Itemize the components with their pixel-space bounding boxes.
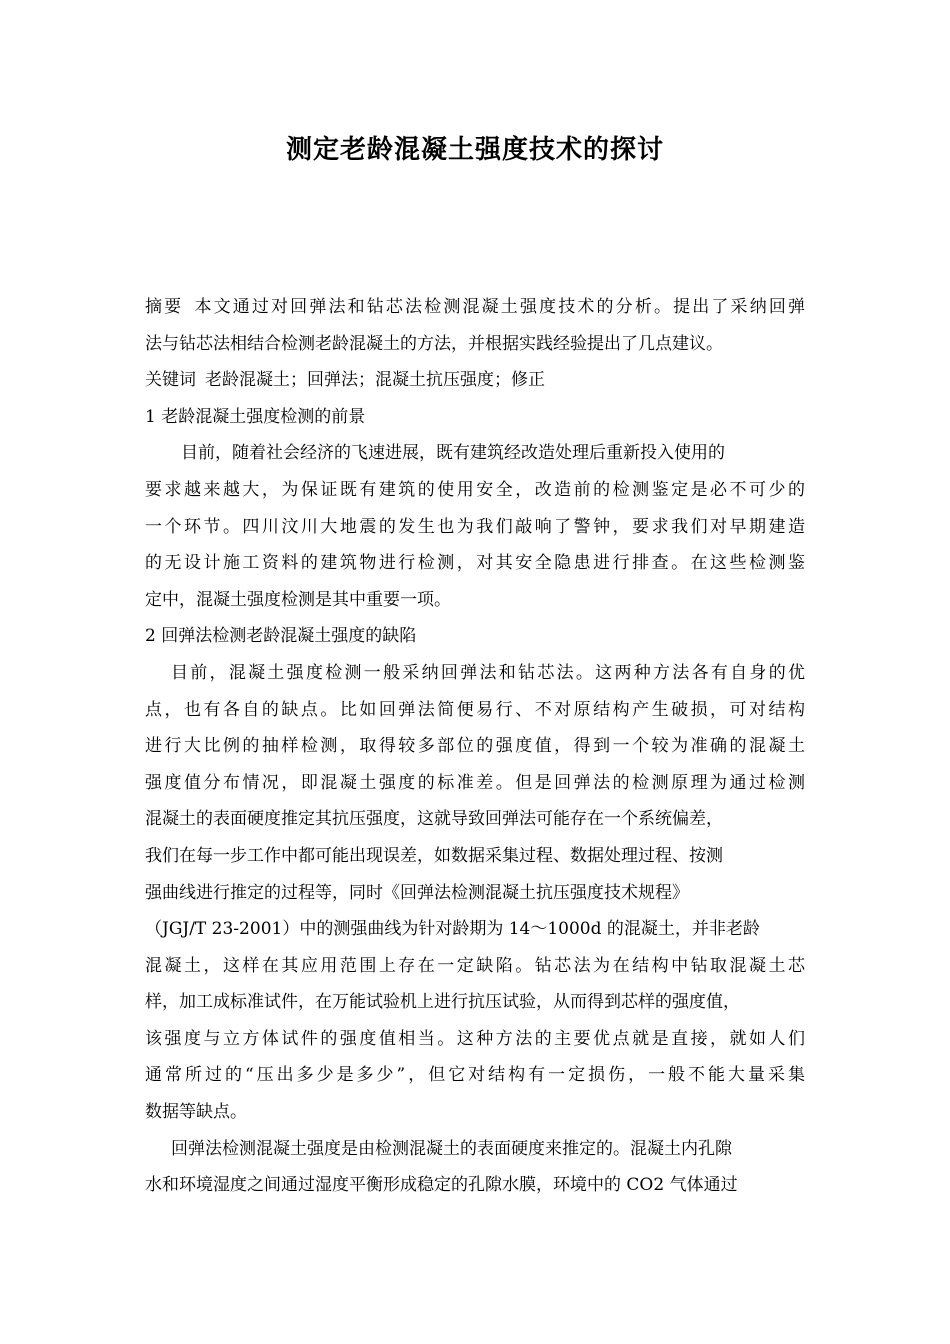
- document-body: [145, 289, 805, 1204]
- paragraph-line: 点，也有各自的缺点。比如回弹法简便易行、不对原结构产生破损，可对结构: [145, 699, 805, 720]
- abstract-line-2: 法与钻芯法相结合检测老龄混凝土的方法，并根据实践经验提出了几点建议。: [145, 333, 723, 354]
- paragraph-line: 的无设计施工资料的建筑物进行检测，对其安全隐患进行排查。在这些检测鉴: [145, 553, 805, 574]
- paragraph-line: 一个环节。四川汶川大地震的发生也为我们敲响了警钟，要求我们对早期建造: [145, 516, 805, 537]
- keywords-line: [145, 362, 805, 399]
- paragraph-line: 样，加工成标准试件，在万能试验机上进行抗压试验，从而得到芯样的强度值，: [145, 992, 740, 1013]
- paragraph-line: 数据等缺点。: [145, 1102, 247, 1123]
- paragraph-line: 强度值分布情况，即混凝土强度的标准差。但是回弹法的检测原理为通过检测: [145, 772, 805, 793]
- paragraph-line: 通常所过的“压出多少是多少”，但它对结构有一定损伤，一般不能大量采集: [145, 1065, 805, 1086]
- paragraph-line: （JGJ/T 23-2001）中的测强曲线为针对龄期为 14～1000d 的混凝土，并非老龄: [145, 919, 760, 940]
- document-title: 测定老龄混凝土强度技术的探讨: [285, 135, 664, 165]
- abstract-label: 摘要: [145, 297, 184, 317]
- abstract-text-1: 本文通过对回弹法和钻芯法检测混凝土强度技术的分析。提出了采纳回弹: [192, 297, 806, 317]
- paragraph-line: 目前，混凝土强度检测一般采纳回弹法和钻芯法。这两种方法各有自身的优: [171, 662, 805, 683]
- paragraph-line: 混凝土，这样在其应用范围上存在一定缺陷。钻芯法为在结构中钻取混凝土芯: [145, 955, 805, 976]
- paragraph-line: 混凝土的表面硬度推定其抗压强度，这就导致回弹法可能存在一个系统偏差，: [145, 809, 723, 830]
- section-heading-2: 2 回弹法检测老龄混凝土强度的缺陷: [145, 626, 417, 647]
- keywords-label: 关键词: [145, 370, 196, 391]
- paragraph-line: 回弹法检测混凝土强度是由检测混凝土的表面硬度来推定的。混凝土内孔隙: [171, 1138, 732, 1159]
- keywords-text: 老龄混凝土；回弹法；混凝土抗压强度；修正: [205, 370, 545, 391]
- paragraph-line: 强曲线进行推定的过程等，同时《回弹法检测混凝土抗压强度技术规程》: [145, 882, 689, 903]
- paragraph-line: 进行大比例的抽样检测，取得较多部位的强度值，得到一个较为准确的混凝土: [145, 736, 805, 757]
- paragraph-line: 目前，随着社会经济的飞速进展，既有建筑经改造处理后重新投入使用的: [181, 443, 725, 464]
- paragraph-line: 要求越来越大，为保证既有建筑的使用安全，改造前的检测鉴定是必不可少的: [145, 479, 805, 500]
- paragraph-line: 定中，混凝土强度检测是其中重要一项。: [145, 589, 451, 610]
- paragraph-line: 该强度与立方体试件的强度值相当。这种方法的主要优点就是直接，就如人们: [145, 1028, 805, 1049]
- paragraph-line: 水和环境湿度之间通过湿度平衡形成稳定的孔隙水膜，环境中的 CO2 气体通过: [145, 1175, 738, 1196]
- paragraph-line: 我们在每一步工作中都可能出现误差，如数据采集过程、数据处理过程、按测: [145, 845, 723, 866]
- section-heading-1: 1 老龄混凝土强度检测的前景: [145, 406, 366, 427]
- abstract-line-1: [145, 289, 805, 326]
